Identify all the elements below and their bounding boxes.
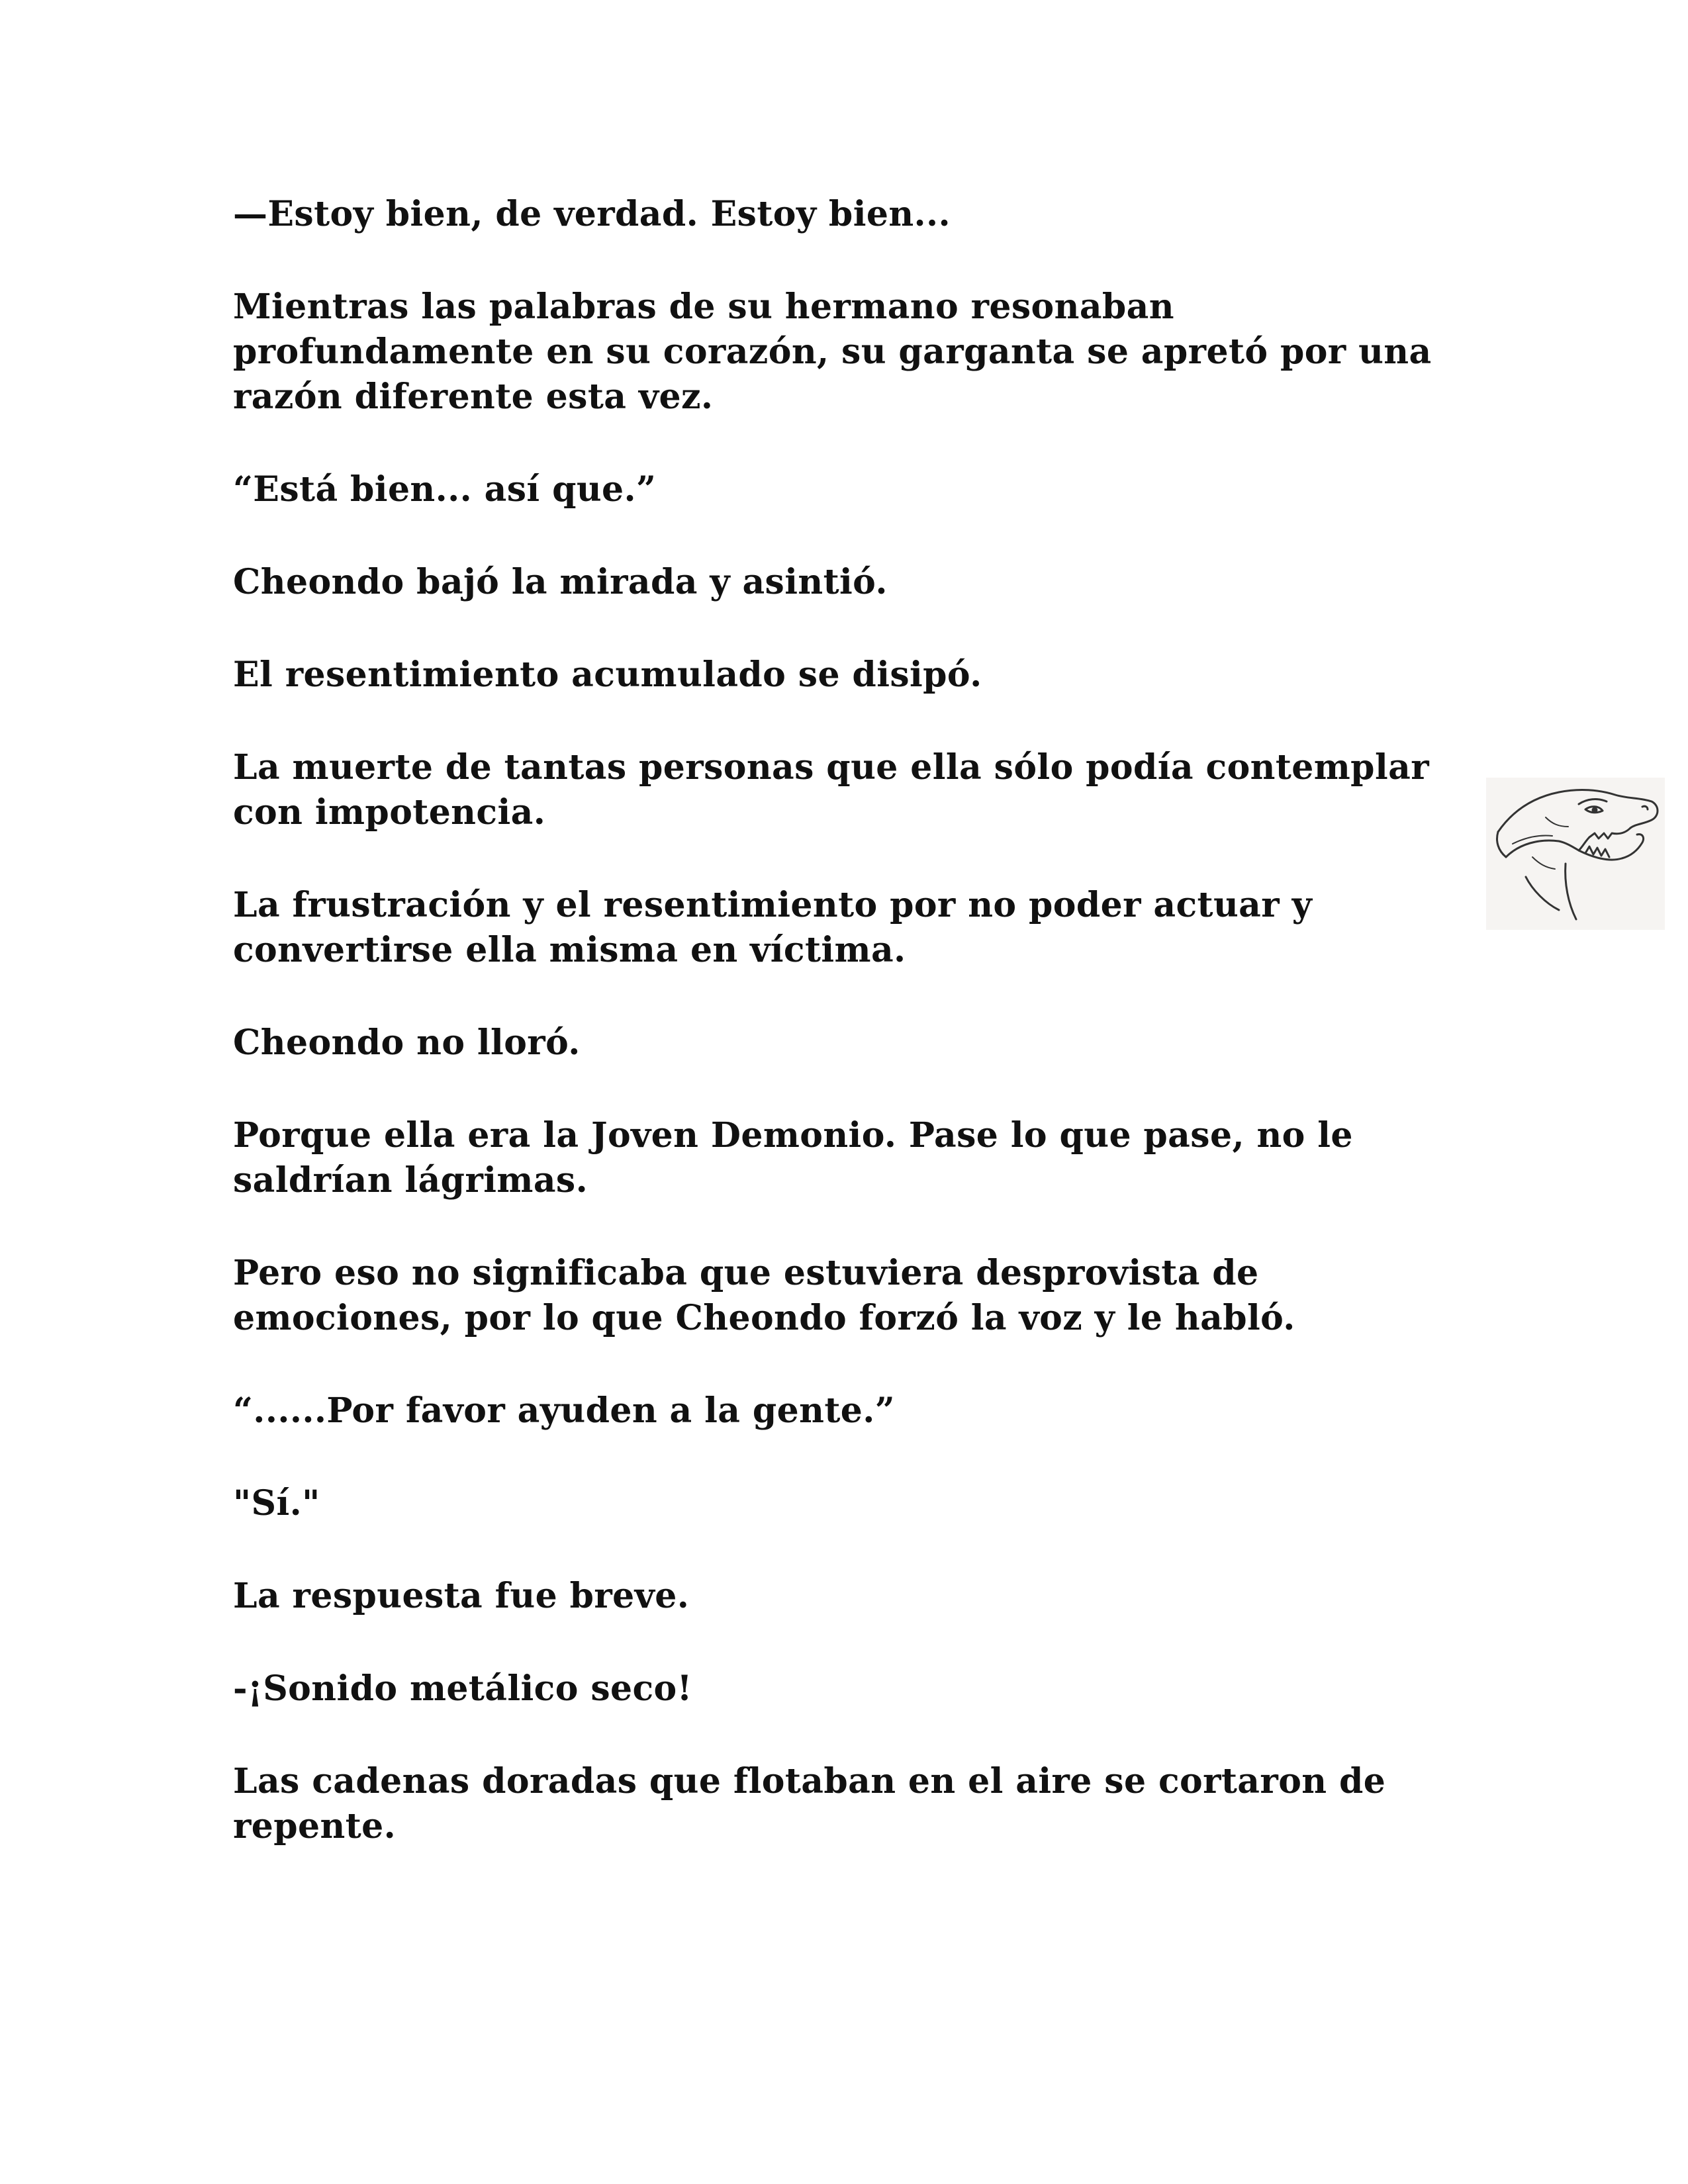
text-line: Pero eso no significaba que estuviera desprovista de [233, 1253, 1259, 1293]
paragraph [233, 285, 1464, 420]
paragraph [233, 653, 1464, 698]
text-line: La muerte de tantas personas que ella sólo podía contemplar [233, 747, 1429, 788]
paragraph [233, 192, 1464, 237]
text-line: —Estoy bien, de verdad. Estoy bien... [233, 194, 951, 234]
text-line: “......Por favor ayuden a la gente.” [233, 1390, 896, 1431]
document-body [233, 192, 1464, 1897]
text-line: Cheondo bajó la mirada y asintió. [233, 562, 888, 602]
text-line: razón diferente esta vez. [233, 377, 714, 417]
text-line: Cheondo no lloró. [233, 1023, 581, 1063]
text-line: La frustración y el resentimiento por no poder actuar y [233, 885, 1313, 925]
paragraph [233, 1021, 1464, 1066]
dinosaur-head-sketch-icon [1486, 778, 1665, 930]
paragraph [233, 1759, 1464, 1849]
text-line: El resentimiento acumulado se disipó. [233, 655, 982, 695]
paragraph [233, 1481, 1464, 1526]
paragraph [233, 883, 1464, 973]
text-line: con impotencia. [233, 792, 546, 833]
text-line: Porque ella era la Joven Demonio. Pase lo que pase, no le [233, 1115, 1353, 1156]
paragraph [233, 1574, 1464, 1619]
text-line: repente. [233, 1806, 397, 1846]
paragraph [233, 1388, 1464, 1433]
paragraph [233, 1113, 1464, 1203]
text-line: "Sí." [233, 1483, 320, 1524]
text-line: “Está bien... así que.” [233, 469, 657, 510]
text-line: profundamente en su corazón, su garganta se apretó por una [233, 332, 1432, 372]
paragraph [233, 560, 1464, 605]
paragraph [233, 1666, 1464, 1711]
paragraph [233, 1251, 1464, 1341]
text-line: convertirse ella misma en víctima. [233, 930, 906, 970]
paragraph [233, 745, 1464, 835]
text-line: -¡Sonido metálico seco! [233, 1668, 692, 1709]
text-line: emociones, por lo que Cheondo forzó la voz y le habló. [233, 1298, 1295, 1338]
text-line: Las cadenas doradas que flotaban en el aire se cortaron de [233, 1761, 1386, 1801]
text-line: La respuesta fue breve. [233, 1576, 690, 1616]
text-line: saldrían lágrimas. [233, 1160, 588, 1201]
paragraph [233, 467, 1464, 512]
text-line: Mientras las palabras de su hermano resonaban [233, 287, 1174, 327]
